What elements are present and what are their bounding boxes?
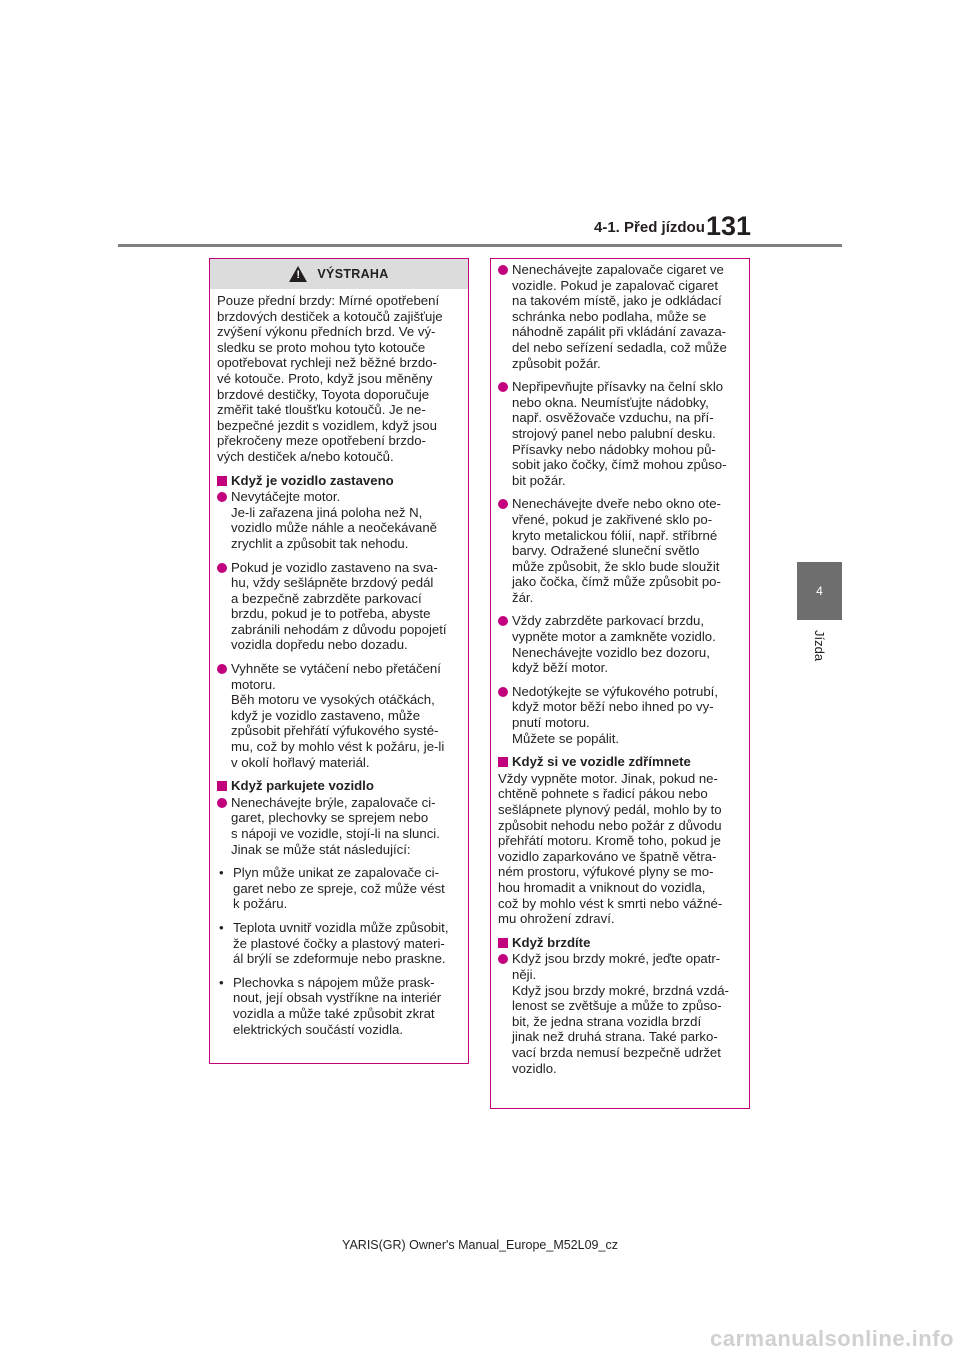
list-item: Nepřipevňujte přísavky na čelní sklo nebo okna. Neumísťujte nádobky, např. osvěžovače vzduchu, na pří- strojový panel nebo palubní desku. Přísavky nebo nádobky mohou pů- sobit jako čočky, čímž mohou způso- bit požár.: [498, 379, 743, 488]
warning-box-right: [490, 258, 750, 1109]
circle-bullet-icon: [498, 265, 508, 275]
footer-text: YARIS(GR) Owner's Manual_Europe_M52L09_cz: [342, 1238, 618, 1252]
circle-bullet-icon: [217, 798, 227, 808]
circle-bullet-icon: [217, 563, 227, 573]
chapter-tab: 4: [797, 562, 842, 620]
list-item: Nedotýkejte se výfukového potrubí, když motor běží nebo ihned po vy- pnutí motoru. Můžete se popálit.: [498, 684, 743, 746]
section-heading: Když je vozidlo zastaveno: [217, 473, 462, 490]
list-item: Nevytáčejte motor. Je-li zařazena jiná poloha než N, vozidlo může náhle a neočekávaně zrychlit a způsobit tak nehodu.: [217, 489, 462, 551]
section-heading: Když si ve vozidle zdřímnete: [498, 754, 743, 771]
section-title: 4-1. Před jízdou: [594, 219, 705, 236]
dot-bullet-icon: •: [219, 865, 224, 881]
square-bullet-icon: [498, 938, 508, 948]
list-item: Nenechávejte zapalovače cigaret ve vozidle. Pokud je zapalovač cigaret na takovém místě, jako je odkládací schránka nebo podlaha, může se náhodně zapálit při vkládání zavaza- del nebo seřízení sedadla, což může způsobit požár.: [498, 262, 743, 371]
circle-bullet-icon: [498, 499, 508, 509]
page-number: 131: [706, 211, 752, 241]
circle-bullet-icon: [498, 954, 508, 964]
list-item: Nenechávejte dveře nebo okno ote- vřené, pokud je zakřivené sklo po- kryto metalickou fólií, např. stříbrné barvy. Odražené sluneční světlo může způsobit, že sklo bude sloužit jako čočka, čímž může způsobit po- žár.: [498, 496, 743, 605]
circle-bullet-icon: [498, 687, 508, 697]
square-bullet-icon: [217, 781, 227, 791]
paragraph: Vždy vypněte motor. Jinak, pokud ne- chtěně pohnete s řadicí pákou nebo sešlápnete plynový pedál, mohlo by to způsobit nehodu nebo požár z důvodu přehřátí motoru. Kromě toho, pokud je vozidlo zaparkováno ve špatně větra- ném prostoru, výfukové plyny se mo- hou hromadit a vniknout do vozidla, což by mohlo vést k smrti nebo vážné- mu ohrožení zdraví.: [498, 770, 723, 927]
list-item: Pokud je vozidlo zastaveno na sva- hu, vždy sešlápněte brzdový pedál a bezpečně zabrzděte parkovací brzdu, pokud je to potřeba, abyste zabránili nehodám z důvodu popojetí vozidla dopředu nebo dozadu.: [217, 560, 462, 654]
dot-bullet-icon: •: [219, 974, 224, 990]
warning-triangle-icon: !: [289, 266, 307, 282]
list-item: Když jsou brzdy mokré, jeďte opatr- něji. Když jsou brzdy mokré, brzdná vzdá- lenost se zvětšuje a může to způso- bit, že jedna strana vozidla brzdí jinak než druhá strana. Také parko- vací brzda nemusí bezpečně udržet vozidlo.: [498, 951, 743, 1076]
sub-list-item: • Plyn může unikat ze zapalovače ci- garet nebo ze spreje, což může vést k požáru.: [219, 865, 445, 912]
dot-bullet-icon: •: [219, 919, 224, 935]
section-heading: Když brzdíte: [498, 935, 743, 952]
warning-box-left: [209, 258, 469, 1064]
circle-bullet-icon: [217, 492, 227, 502]
square-bullet-icon: [217, 476, 227, 486]
intro-text: Pouze přední brzdy: Mírné opotřebení brzdových destiček a kotoučů zajišťuje zvýšení výkonu předních brzd. Ve vý- sledku se proto mohou tyto kotouče opotřebovat rychleji než běžné brzdo- vé kotouče. Proto, když jsou měněny brzdové destičky, Toyota doporučuje změřit také tloušťku kotoučů. Je ne- bezpečné jezdit s vozidlem, když jsou překročeny meze opotřebení brzdo- vých destiček a/nebo kotoučů.: [217, 293, 443, 464]
watermark: carmanualsonline.info: [710, 1326, 954, 1351]
section-heading: Když parkujete vozidlo: [217, 778, 462, 795]
warning-title: VÝSTRAHA: [317, 267, 389, 281]
list-item: Vyhněte se vytáčení nebo přetáčení motoru. Běh motoru ve vysokých otáčkách, když je vozidlo zastaveno, může způsobit přehřátí výfukového systé- mu, což by mohlo vést k požáru, je-li v okolí hořlavý materiál.: [217, 661, 462, 770]
square-bullet-icon: [498, 757, 508, 767]
circle-bullet-icon: [217, 664, 227, 674]
sub-list-item: • Plechovka s nápojem může prask- nout, její obsah vystříkne na interiér vozidla a může také způsobit zkrat elektrických součástí vozidla.: [219, 974, 442, 1037]
list-item: Nenechávejte brýle, zapalovače ci- garet, plechovky se sprejem nebo s nápoji ve vozidle, stojí-li na slunci. Jinak se může stát následující:: [217, 795, 462, 857]
list-item: Vždy zabrzděte parkovací brzdu, vypněte motor a zamkněte vozidlo. Nenechávejte vozidlo bez dozoru, když běží motor.: [498, 613, 743, 675]
circle-bullet-icon: [498, 616, 508, 626]
chapter-label: Jízda: [812, 630, 827, 662]
circle-bullet-icon: [498, 382, 508, 392]
warning-header: [210, 259, 468, 289]
sub-list-item: • Teplota uvnitř vozidla může způsobit, že plastové čočky a plastový materi- ál brýlí se zdeformuje nebo praskne.: [219, 919, 449, 967]
header-divider: [118, 244, 842, 247]
